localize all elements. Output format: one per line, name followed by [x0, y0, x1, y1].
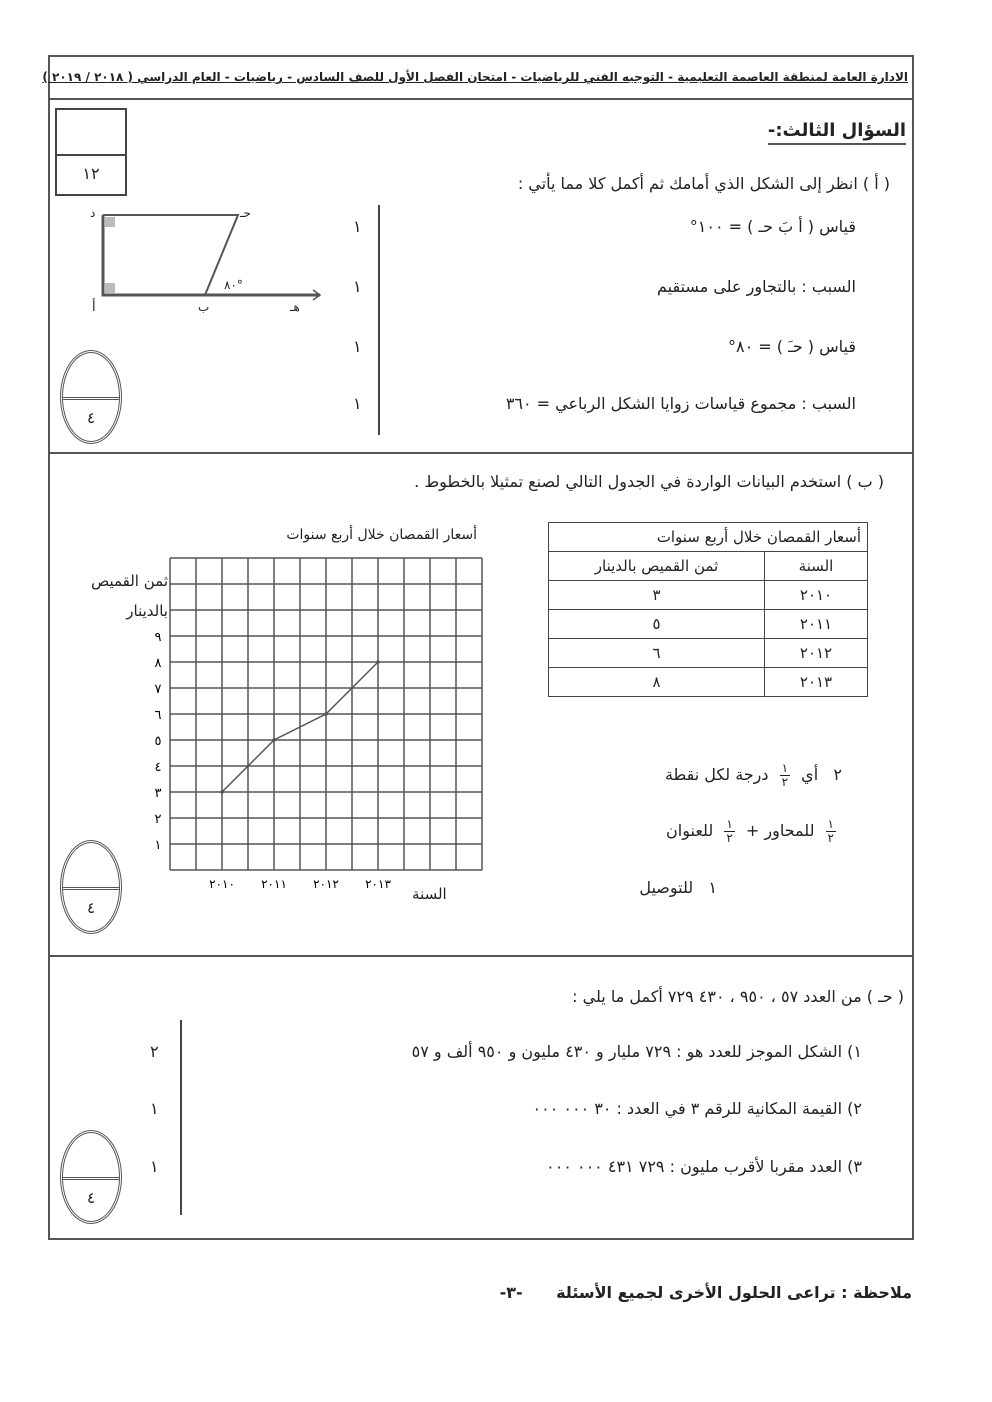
- mark: ١: [353, 394, 362, 413]
- y-tick-label: ٤: [154, 760, 162, 775]
- data-point: [376, 660, 380, 664]
- table-cell: ٨: [549, 668, 765, 697]
- mark: ١: [353, 277, 362, 296]
- table-header-year: السنة: [765, 552, 868, 581]
- chart-title: أسعار القمصان خلال أربع سنوات: [286, 527, 477, 543]
- vertex-j: حـ: [240, 206, 251, 220]
- answer-angle-abc: قياس ( أ بَ حـ ) = ١٠٠°: [689, 217, 856, 236]
- y-tick-label: ٩: [154, 630, 162, 645]
- part-c-item: ٢) القيمة المكانية للرقم ٣ في العدد : ٣٠ ٠٠٠ ٠٠٠: [532, 1099, 862, 1118]
- part-b-score-oval: [60, 840, 122, 934]
- data-table: [548, 522, 868, 697]
- line-chart: [130, 550, 500, 895]
- part-c-item: ١) الشكل الموجز للعدد هو : ٧٢٩ مليار و ٤٣٠ مليون و ٩٥٠ ألف و ٥٧: [411, 1042, 862, 1061]
- marking-text: درجة لكل نقطة: [664, 765, 769, 784]
- data-point: [272, 738, 276, 742]
- y-tick-label: ٦: [154, 708, 162, 723]
- reason-2: السبب : مجموع قياسات زوايا الشكل الرباعي = ٣٦٠: [505, 394, 856, 413]
- y-tick-label: ٧: [154, 682, 162, 697]
- part-a-prompt: ( أ ) انظر إلى الشكل الذي أمامك ثم أكمل كلا مما يأتي :: [517, 174, 890, 193]
- footer-note: [500, 1283, 912, 1302]
- note-text: ملاحظة : تراعى الحلول الأخرى لجميع الأسئلة: [556, 1283, 912, 1302]
- half-fraction: $\frac{١}{٢}$: [827, 817, 834, 845]
- part-b-score: ٤: [86, 899, 96, 917]
- quadrilateral-figure: [80, 200, 340, 320]
- vertex-h: هـ: [290, 300, 300, 314]
- table-row: [549, 639, 868, 668]
- marking-text: أي: [801, 765, 819, 784]
- header-divider: [48, 98, 914, 100]
- mark: ٢: [833, 765, 842, 784]
- chart-x-label: السنة: [412, 885, 447, 903]
- half-fraction: $\frac{١}{٢}$: [781, 761, 789, 789]
- table-cell: ٥: [549, 610, 765, 639]
- table-cell: ٢٠١٣: [765, 668, 868, 697]
- table-row: [549, 581, 868, 610]
- part-a-score-oval: [60, 350, 122, 444]
- table-cell: ٢٠١٠: [765, 581, 868, 610]
- table-cell: ٢٠١٢: [765, 639, 868, 668]
- total-score: ١٢: [82, 164, 100, 183]
- exam-header: الادارة العامة لمنطقة العاصمة التعليمية - التوجيه الفني للرياضيات - امتحان الفصل الأول للصف السادس - رياضيات - العام الدراسي ( ٢٠١٨ / ٢٠١٩ ): [42, 70, 908, 84]
- marking-text: للتوصيل: [639, 878, 694, 897]
- part-c-prompt: ( حـ ) من العدد ٥٧ ، ٩٥٠ ، ٤٣٠ ٧٢٩ أكمل ما يلي :: [572, 987, 904, 1006]
- part-c-item: ٣) العدد مقربا لأقرب مليون : ٧٢٩ ٤٣١ ٠٠٠ ٠٠٠: [546, 1157, 862, 1176]
- mark: ٢: [150, 1042, 159, 1061]
- y-tick-label: ١: [154, 838, 162, 853]
- table-cell: ٣: [549, 581, 765, 610]
- y-tick-label: ٢: [154, 812, 162, 827]
- mark: ١: [353, 217, 362, 236]
- mark: ١: [708, 878, 717, 897]
- chart-y-label: ثمن القميص بالدينار: [91, 572, 168, 620]
- marks-divider: [378, 205, 380, 435]
- vertex-a: أ: [92, 300, 96, 315]
- marks-divider: [180, 1020, 182, 1215]
- marking-text: للعنوان: [666, 821, 714, 840]
- x-tick-label: ٢٠١٣: [365, 877, 391, 891]
- x-tick-label: ٢٠١٢: [313, 877, 339, 891]
- mark: ١: [150, 1157, 159, 1176]
- table-row: [549, 668, 868, 697]
- marking-line-2: [666, 818, 842, 845]
- table-cell: ٦: [549, 639, 765, 668]
- marking-text: للمحاور +: [745, 821, 815, 840]
- total-score-box: [55, 108, 127, 196]
- section-divider: [48, 955, 914, 957]
- table-cell: ٢٠١١: [765, 610, 868, 639]
- y-tick-label: ٥: [154, 734, 162, 749]
- vertex-d: د: [90, 206, 96, 220]
- part-c-score-oval: [60, 1130, 122, 1224]
- vertex-b: ب: [198, 300, 210, 314]
- marking-line-1: [665, 762, 842, 789]
- section-divider: [48, 452, 914, 454]
- marking-line-3: [639, 878, 717, 897]
- x-tick-label: ٢٠١١: [261, 877, 287, 891]
- part-c-score: ٤: [86, 1189, 96, 1207]
- part-b-prompt: ( ب ) استخدم البيانات الواردة في الجدول التالي لصنع تمثيلا بالخطوط .: [414, 472, 884, 491]
- part-a-score: ٤: [86, 409, 96, 427]
- data-point: [220, 790, 224, 794]
- question-title: السؤال الثالث:-: [768, 120, 906, 145]
- x-tick-label: ٢٠١٠: [209, 877, 235, 891]
- mark: ١: [150, 1099, 159, 1118]
- page-number: -٣-: [499, 1283, 523, 1302]
- y-tick-label: ٣: [154, 786, 162, 801]
- angle-label: ٨٠°: [224, 278, 243, 292]
- mark: ١: [353, 337, 362, 356]
- data-point: [324, 712, 328, 716]
- reason-1: السبب : بالتجاور على مستقيم: [657, 277, 856, 296]
- table-header-price: ثمن القميص بالدينار: [549, 552, 765, 581]
- y-tick-label: ٨: [154, 656, 162, 671]
- table-row: [549, 610, 868, 639]
- half-fraction: $\frac{١}{٢}$: [726, 817, 733, 845]
- answer-angle-j: قياس ( حـَ ) = ٨٠°: [728, 337, 856, 356]
- table-title: أسعار القمصان خلال أربع سنوات: [549, 523, 868, 552]
